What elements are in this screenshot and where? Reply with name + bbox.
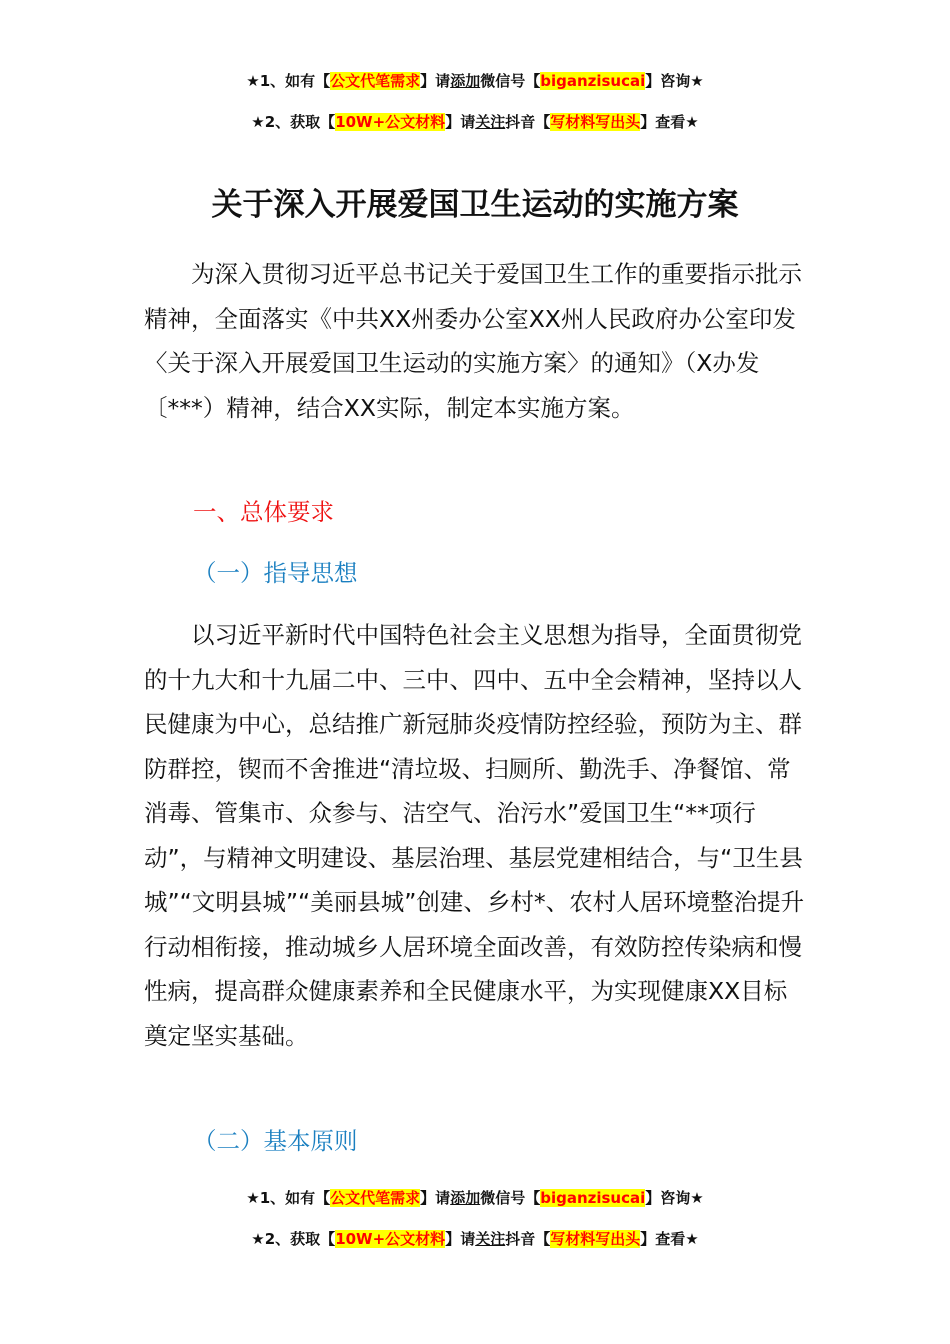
subsection-heading-1: （一）指导思想 [193,559,358,587]
banner-text: 抖音【 [505,113,551,131]
banner-douyin-id: 写材料写出头 [550,1230,641,1248]
bottom-banner-line-2 [0,1229,950,1249]
banner-underline: 关注 [475,113,506,131]
banner-text: 】请 [420,72,451,90]
banner-highlight: 10W+公文材料 [335,113,446,131]
banner-text: 】咨询★ [645,72,704,90]
banner-wechat-id: biganzisucai [540,1189,646,1207]
banner-text: 抖音【 [505,1230,551,1248]
guiding-thought-paragraph [144,613,808,1058]
banner-highlight: 10W+公文材料 [335,1230,446,1248]
guiding-thought-text: 以习近平新时代中国特色社会主义思想为指导，全面贯彻党的十九大和十九届二中、三中、四中、五中全会精神，坚持以人民健康为中心，总结推广新冠肺炎疫情防控经验，预防为主、群防群控，锲而不舍推进“清垃圾、扫厕所、勤洗手、净餐馆、常消毒、管集市、众参与、洁空气、治污水”爱国卫生“**项行动”，与精神文明建设、基层治理、基层党建相结合，与“卫生县城”“文明县城”“美丽县城”创建、乡村*、农村人居环境整治提升行动相衔接，推动城乡人居环境全面改善，有效防控传染病和慢性病，提高群众健康素养和全民健康水平，为实现健康XX目标奠定坚实基础。 [144,621,805,1050]
banner-douyin-id: 写材料写出头 [550,113,641,131]
banner-text: 微信号【 [480,72,541,90]
banner-text: 】请 [445,113,476,131]
banner-text: 】请 [420,1189,451,1207]
banner-text: ★1、如有【 [246,72,331,90]
top-banner-line-1 [0,71,950,91]
banner-text: 】查看★ [640,113,699,131]
banner-underline: 添加 [450,72,481,90]
banner-text: 】查看★ [640,1230,699,1248]
banner-highlight: 公文代笔需求 [330,1189,421,1207]
intro-paragraph [144,252,808,430]
document-title: 关于深入开展爱国卫生运动的实施方案 [211,187,739,223]
banner-highlight: 公文代笔需求 [330,72,421,90]
banner-text: 】咨询★ [645,1189,704,1207]
banner-text: ★1、如有【 [246,1189,331,1207]
banner-underline: 添加 [450,1189,481,1207]
subsection-heading-2: （二）基本原则 [193,1127,358,1155]
banner-text: 】请 [445,1230,476,1248]
section-heading-1: 一、总体要求 [193,498,334,526]
banner-underline: 关注 [475,1230,506,1248]
top-banner-line-2 [0,112,950,132]
banner-text: ★2、获取【 [251,1230,336,1248]
banner-text: 微信号【 [480,1189,541,1207]
banner-wechat-id: biganzisucai [540,72,646,90]
intro-text: 为深入贯彻习近平总书记关于爱国卫生工作的重要指示批示精神，全面落实《中共XX州委办公室XX州人民政府办公室印发〈关于深入开展爱国卫生运动的实施方案〉的通知》（X办发〔***）精神，结合XX实际，制定本实施方案。 [144,260,802,422]
bottom-banner-line-1 [0,1188,950,1208]
banner-text: ★2、获取【 [251,113,336,131]
